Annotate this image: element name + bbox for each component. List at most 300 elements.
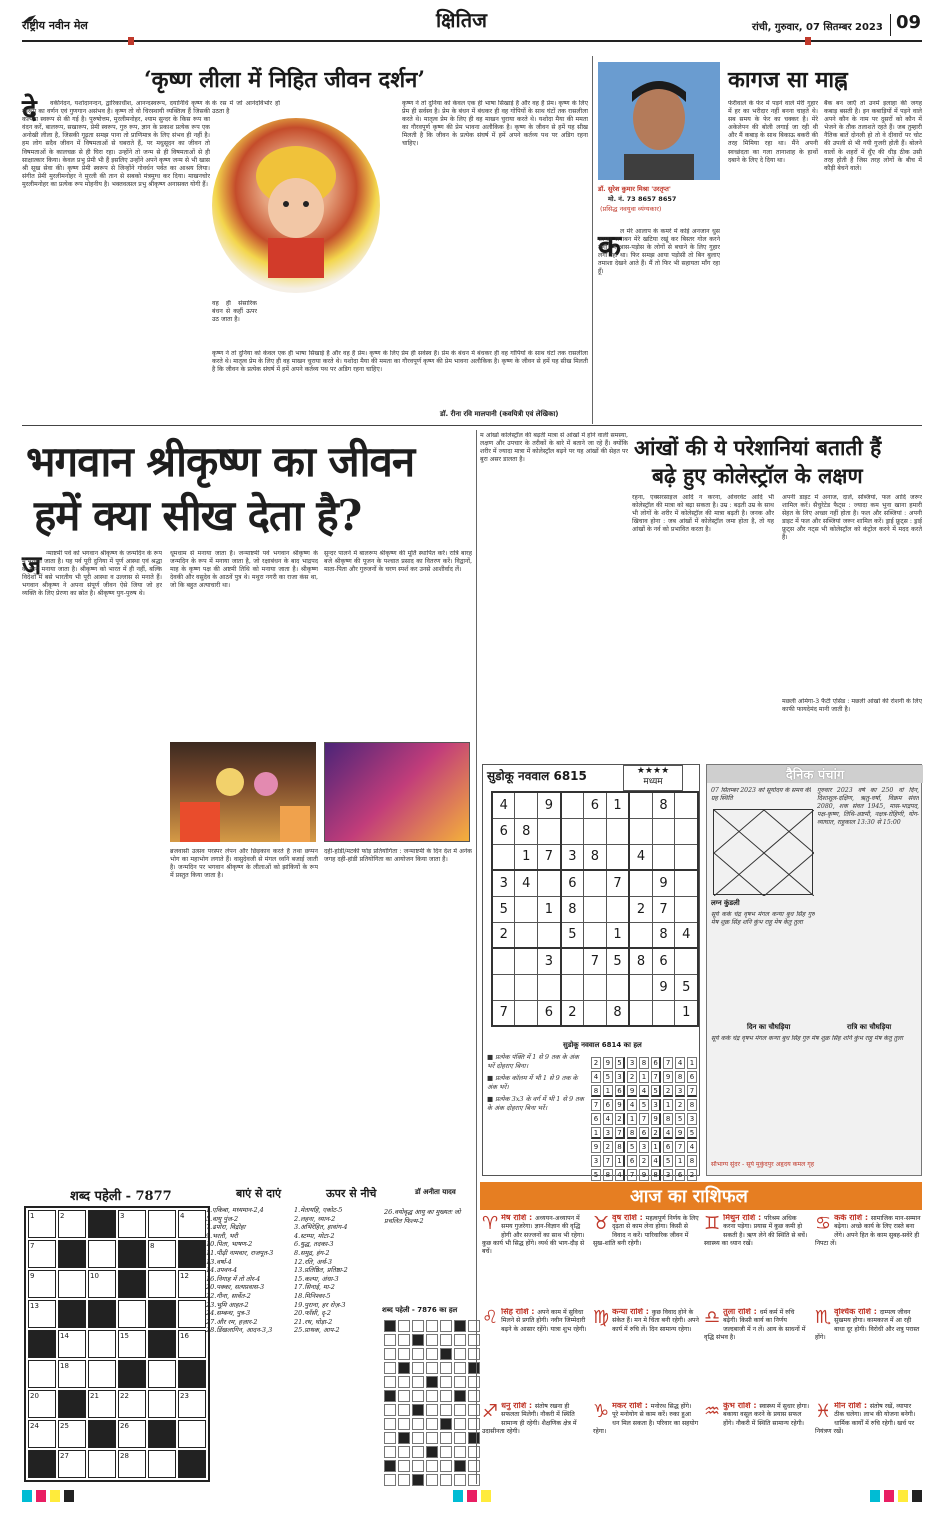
sudoku-cell: 9 bbox=[652, 974, 675, 1000]
crossword-answer-cell bbox=[398, 1474, 410, 1486]
sudoku-cell: 9 bbox=[652, 870, 675, 896]
column-divider bbox=[592, 56, 593, 424]
sudoku-cell[interactable] bbox=[515, 896, 538, 922]
answer-cell: 6 bbox=[615, 1085, 625, 1097]
rashi-text: महत्वपूर्ण निर्णय के लिए दृढ़ता से काम लेना होगा। किसी से विवाद न करें। पारिवारिक जीवन में सुख-शांति बनी रहेगी। bbox=[593, 1215, 699, 1247]
crossword-cell[interactable]: 28 bbox=[118, 1450, 146, 1478]
sudoku-cell: 7 bbox=[584, 948, 607, 974]
answer-cell: 4 bbox=[663, 1127, 673, 1139]
drop-cap: क bbox=[598, 229, 622, 264]
sudoku-cell[interactable] bbox=[515, 792, 538, 818]
rashi-card bbox=[704, 1214, 810, 1304]
crossword-answer-cell bbox=[398, 1446, 410, 1458]
answer-cell: 5 bbox=[663, 1155, 673, 1167]
sudoku-cell[interactable] bbox=[538, 974, 561, 1000]
answer-cell: 2 bbox=[687, 1169, 697, 1181]
sudoku-cell: 6 bbox=[492, 818, 515, 844]
sudoku-cell[interactable] bbox=[561, 792, 584, 818]
article-body-col1: ल मेरे आलाप के कमरे में कोई अनजान धुस आया। जवाबन मेरे खटिया रखूं कर बिस्तर गोल करने लगा। मैं आस-पड़ोस के लोगों से बचाने के लिए गुहार लगा रहा था। फिर समझ आया पड़ोसी तो बिन बुलाए तमाशा देखने आते हैं। मैं तो फिर भी सहायता माँग रहा हूँ। bbox=[598, 228, 720, 276]
answer-cell: 2 bbox=[603, 1141, 613, 1153]
crossword-cell[interactable]: 13 bbox=[28, 1300, 56, 1328]
crossword-cell[interactable] bbox=[28, 1360, 56, 1388]
rashi-card bbox=[815, 1214, 921, 1304]
sudoku-cell: 5 bbox=[561, 922, 584, 948]
crossword-grid[interactable] bbox=[24, 1206, 210, 1482]
answer-cell: 7 bbox=[591, 1099, 601, 1111]
article-intro: म आंखों कोलेस्ट्रॉल की बढ़ती मात्रा से आंखों में होने वाली समस्या, लक्षण और उपचार के तरीकों के बारे में बताने जा रहे हैं। क्योंकि शरीर में ज्यादा मात्रा में कोलेस्ट्रॉल बढ़ने पर यह आंखों की सेहत पर बुरा असर डालता है। bbox=[480, 432, 628, 464]
answer-cell: 8 bbox=[627, 1127, 637, 1139]
sudoku-cell[interactable] bbox=[652, 1000, 675, 1026]
sudoku-cell[interactable] bbox=[584, 922, 607, 948]
crossword-answer-cell bbox=[454, 1320, 466, 1332]
rashi-card bbox=[593, 1402, 699, 1492]
answer-cell: 7 bbox=[615, 1127, 625, 1139]
clue: 22.गीना, सार्वेत-2 bbox=[206, 1291, 251, 1300]
sudoku-cell: 8 bbox=[561, 896, 584, 922]
crossword-cell[interactable] bbox=[148, 1450, 176, 1478]
crossword-answer-cell bbox=[398, 1404, 410, 1416]
crossword-answer-cell bbox=[454, 1376, 466, 1388]
crossword-cell[interactable]: 1 bbox=[28, 1210, 56, 1238]
clue: 9.भरती, भरी bbox=[206, 1231, 238, 1240]
zodiac-icon: ♒ bbox=[704, 1402, 721, 1422]
crossword-cell[interactable]: 15 bbox=[118, 1330, 146, 1358]
crossword-answer-cell bbox=[454, 1362, 466, 1374]
sudoku-cell[interactable] bbox=[515, 922, 538, 948]
sudoku-cell[interactable] bbox=[606, 896, 629, 922]
janmashtami-photo bbox=[170, 742, 316, 842]
sudoku-row bbox=[492, 792, 698, 818]
crossword-answer-cell bbox=[454, 1348, 466, 1360]
answer-row bbox=[591, 1113, 697, 1125]
answer-cell: 8 bbox=[687, 1099, 697, 1111]
sudoku-cell[interactable] bbox=[675, 870, 698, 896]
sudoku-cell: 2 bbox=[561, 1000, 584, 1026]
crossword-cell[interactable]: 2 bbox=[58, 1210, 86, 1238]
crossword-answer-cell bbox=[426, 1460, 438, 1472]
sudoku-cell[interactable] bbox=[538, 922, 561, 948]
sudoku-cell[interactable] bbox=[629, 870, 652, 896]
answer-cell: 5 bbox=[603, 1071, 613, 1083]
crossword-cell[interactable]: 21 bbox=[88, 1390, 116, 1418]
crossword-block bbox=[178, 1450, 206, 1478]
clue: 20.फाँसी, दृ-2 bbox=[294, 1309, 332, 1318]
registration-bar bbox=[22, 1490, 922, 1502]
sudoku-row bbox=[492, 896, 698, 922]
sudoku-cell[interactable] bbox=[584, 974, 607, 1000]
rashi-text: धर्म कर्म में रुचि बढ़ेगी। किसी कार्य का निर्णय जल्दबाजी में न लें। आय के साधनों में वृद्धि संभव है। bbox=[704, 1309, 806, 1341]
rashi-name: मेष राशि : bbox=[501, 1214, 535, 1222]
crossword-answer-row bbox=[384, 1334, 480, 1346]
crossword-answer-cell bbox=[454, 1418, 466, 1430]
crossword-answer-cell bbox=[440, 1348, 452, 1360]
crossword-cell[interactable] bbox=[88, 1450, 116, 1478]
crossword-cell[interactable] bbox=[58, 1270, 86, 1298]
answer-cell: 6 bbox=[687, 1071, 697, 1083]
rashi-card bbox=[482, 1308, 588, 1398]
sudoku-cell: 6 bbox=[538, 1000, 561, 1026]
crossword-answer-cell bbox=[426, 1390, 438, 1402]
answer-cell: 9 bbox=[591, 1141, 601, 1153]
sudoku-cell[interactable] bbox=[629, 818, 652, 844]
article-body-col4: कृष्ण ने तो दुनिया को केवल एक ही भाषा सिखाई है और वह है प्रेम। कृष्ण के लिए प्रेम ही सर्वस्व है। प्रेम के बंधन में बंधकर ही वह गोपियों के साथ घंटों तक रासलीला करते थे। मातृत्व प्रेम के लिए ही वह माखन चुराया करते थे। यशोदा मैया की ममता का गौरवपूर्ण कृष्ण की प्रेम भावना अलौकिक है। कृष्ण के जीवन से हमें यह सीख मिलती है कि जीवन के प्रत्येक संघर्ष में हमें अपने कर्तव्य पथ पर अडिग रहना चाहिए। bbox=[402, 100, 588, 148]
answer-cell: 3 bbox=[627, 1057, 637, 1069]
clue: 27.और रम, हज़ार-2 bbox=[206, 1317, 258, 1326]
crossword-answer-row bbox=[384, 1320, 480, 1332]
crossword-answer-cell bbox=[398, 1376, 410, 1388]
crossword-answer-cell bbox=[384, 1348, 396, 1360]
rashi-card bbox=[704, 1308, 810, 1398]
crossword-answer-cell bbox=[426, 1320, 438, 1332]
rashi-text: मनोरथ सिद्ध होंगे। पूरे मनोयोग से काम करें। रुका हुआ धन मिल सकता है। परिवार का सहयोग रहेगा। bbox=[593, 1403, 699, 1435]
answer-cell: 3 bbox=[663, 1169, 673, 1181]
baby-krishna-photo bbox=[212, 118, 380, 293]
crossword-answer-cell bbox=[384, 1334, 396, 1346]
crossword-answer-cell bbox=[426, 1376, 438, 1388]
zodiac-icon: ♓ bbox=[815, 1402, 832, 1422]
crossword-answer-cell bbox=[468, 1376, 480, 1388]
answer-cell: 3 bbox=[687, 1113, 697, 1125]
sudoku-rule: ■ प्रत्येक कॉलम में भी 1 से 9 तक के अंक भरें। bbox=[487, 1074, 578, 1091]
crossword-answer-cell bbox=[412, 1460, 424, 1472]
crossword-block bbox=[148, 1420, 176, 1448]
sudoku-cell: 1 bbox=[675, 1000, 698, 1026]
answer-cell: 5 bbox=[615, 1057, 625, 1069]
crossword-answer-cell bbox=[412, 1404, 424, 1416]
crossword-cell[interactable] bbox=[148, 1390, 176, 1418]
crossword-answer-cell bbox=[426, 1404, 438, 1416]
crossword-cell[interactable]: 23 bbox=[178, 1390, 206, 1418]
crossword-answer-cell bbox=[440, 1460, 452, 1472]
zodiac-icon: ♏ bbox=[815, 1308, 832, 1328]
answer-cell: 5 bbox=[675, 1113, 685, 1125]
crossword-answer-row bbox=[384, 1432, 480, 1444]
sudoku-cell[interactable] bbox=[584, 1000, 607, 1026]
sudoku-cell[interactable] bbox=[538, 818, 561, 844]
crossword-block bbox=[178, 1360, 206, 1388]
crossword-answer-cell bbox=[454, 1390, 466, 1402]
crossword-answer-cell bbox=[412, 1446, 424, 1458]
crossword-cell[interactable]: 12 bbox=[178, 1270, 206, 1298]
crossword-answer-cell bbox=[384, 1432, 396, 1444]
answer-cell: 1 bbox=[591, 1127, 601, 1139]
crossword-answer-cell bbox=[426, 1362, 438, 1374]
paper-name[interactable]: राष्ट्रीय नवीन मेल bbox=[22, 19, 88, 32]
sudoku-cell: 6 bbox=[584, 792, 607, 818]
sudoku-cell[interactable] bbox=[675, 948, 698, 974]
answer-cell: 8 bbox=[687, 1155, 697, 1167]
crossword-block bbox=[58, 1300, 86, 1328]
rashi-text: स्वास्थ्य में सुधार होगा। बकाया वसूल करने के प्रयास सफल होंगे। नौकरी में स्थिति सामान्य रहेगी। bbox=[723, 1403, 810, 1427]
crossword-answer-cell bbox=[468, 1390, 480, 1402]
article-body-col3: कृष्ण ने तो दुनिया को केवल एक ही भाषा सिखाई है और वह है प्रेम। कृष्ण के लिए प्रेम ही सर्वस्व है। प्रेम के बंधन में बंधकर ही वह गोपियों के साथ घंटों तक रासलीला करते थे। मातृत्व प्रेम के लिए ही वह माखन चुराया करते थे। यशोदा मैया की ममता का गौरवपूर्ण कृष्ण की प्रेम भावना अलौकिक है। कृष्ण के जीवन से हमें यह सीख मिलती है कि जीवन के प्रत्येक संघर्ष में हमें अपने कर्तव्य पथ पर अडिग रहना चाहिए। bbox=[212, 350, 588, 374]
crossword-answer-cell bbox=[384, 1390, 396, 1402]
sudoku-cell: 8 bbox=[515, 818, 538, 844]
sudoku-cell[interactable] bbox=[629, 922, 652, 948]
clue: 28.डिंखलागिन, आदन-3,3 bbox=[206, 1326, 273, 1335]
crossword-answer-cell bbox=[468, 1432, 480, 1444]
sudoku-cell: 1 bbox=[606, 922, 629, 948]
signature: डॉ अनीता यादव bbox=[415, 1188, 456, 1196]
answer-cell: 7 bbox=[675, 1141, 685, 1153]
crossword-cell[interactable] bbox=[178, 1420, 206, 1448]
crossword-cell[interactable]: 16 bbox=[178, 1330, 206, 1358]
crossword-answer-row bbox=[384, 1362, 480, 1374]
rashi-text: अध्ययन-अध्यापन में समय गुजरेगा। ज्ञान-विज्ञान की वृद्धि होगी और सज्जनों का साथ भी रहेगा। कुछ कार्य भी सिद्ध होंगे। व्यर्थ की भाग-दौड़ से बचें। bbox=[482, 1215, 585, 1256]
crossword-cell[interactable] bbox=[88, 1240, 116, 1268]
crossword-cell[interactable]: 26 bbox=[118, 1420, 146, 1448]
article-headline: भगवान श्रीकृष्ण का जीवन bbox=[26, 437, 415, 486]
author-name: डॉ. सुरेश कुमार मिश्रा 'उरतृप्त' bbox=[598, 185, 671, 193]
article-body-col1: रहना, एक्सरसाइज आदि न करना, ओवरवेट आदि भी कोलेस्ट्रॉल की मात्रा को बढ़ा सकता है। उम्र : बढ़ती उम्र के साथ भी लोगों के शरीर में कोलेस्ट्रॉल की मात्रा बढ़ती है। जनक और खिचाव होना : जब आंखों में कोलेस्ट्रॉल जमा होता है, तो यह आंखों के नर्व को प्रभावित करता है। bbox=[632, 494, 774, 534]
crossword-answer-cell bbox=[398, 1390, 410, 1402]
article-title: कागज सा माह्न bbox=[728, 67, 848, 93]
crossword-answer-cell bbox=[468, 1474, 480, 1486]
clue: 24.सम्बन्ध, पुत्र-3 bbox=[206, 1309, 251, 1318]
clue: 14.उपवन-4 bbox=[206, 1266, 238, 1275]
sudoku-cell: 6 bbox=[561, 870, 584, 896]
crossword-cell[interactable] bbox=[178, 1300, 206, 1328]
sudoku-cell[interactable] bbox=[652, 844, 675, 870]
answer-cell: 4 bbox=[615, 1169, 625, 1181]
crossword-answer-cell bbox=[440, 1418, 452, 1430]
panchang-title: दैनिक पंचांग bbox=[707, 765, 923, 783]
kundali-chart bbox=[713, 809, 813, 895]
sudoku-cell[interactable] bbox=[675, 896, 698, 922]
crossword-answer-cell bbox=[412, 1334, 424, 1346]
rashi-card bbox=[815, 1308, 921, 1398]
crossword-cell[interactable] bbox=[148, 1360, 176, 1388]
sudoku-cell: 1 bbox=[606, 792, 629, 818]
rashi-name: मिथुन राशि : bbox=[723, 1214, 764, 1222]
answer-cell: 1 bbox=[663, 1099, 673, 1111]
article-body-col2: धूमधाम से मनाया जाता है। जन्माष्टमी पर्व भगवान श्रीकृष्ण के जन्मदिन के रूप में मनाया जाता है, जो रक्षाबंधन के बाद भाद्रपद माह के कृष्ण पक्ष की अष्टमी तिथि को मनाया जाता है। श्रीकृष्ण देवकी और वसुदेव के आठवें पुत्र थे। मथुरा नगरी का राजा कंस था, जो कि बहुत अत्याचारी था। bbox=[170, 550, 318, 590]
answer-cell: 4 bbox=[627, 1099, 637, 1111]
sudoku-cell: 2 bbox=[629, 896, 652, 922]
crossword-answer-cell bbox=[426, 1334, 438, 1346]
panchang-date: 07 सितम्बर 2023 को सूर्योदय के समय की ग्रह स्थिति bbox=[711, 787, 811, 803]
sudoku-cell[interactable] bbox=[652, 818, 675, 844]
crossword-cell[interactable]: 24 bbox=[28, 1420, 56, 1448]
clue: 13.वर्षा-4 bbox=[206, 1257, 232, 1266]
sudoku-cell[interactable] bbox=[561, 818, 584, 844]
zodiac-icon: ♐ bbox=[482, 1402, 499, 1422]
crossword-answer-cell bbox=[398, 1362, 410, 1374]
sudoku-cell: 8 bbox=[629, 948, 652, 974]
crossword-answer-cell bbox=[398, 1320, 410, 1332]
page-number: 09 bbox=[896, 12, 922, 33]
crossword-answer-cell bbox=[426, 1348, 438, 1360]
sudoku-cell[interactable] bbox=[515, 974, 538, 1000]
answer-cell: 9 bbox=[639, 1169, 649, 1181]
sudoku-cell[interactable] bbox=[561, 948, 584, 974]
sudoku-cell: 5 bbox=[675, 974, 698, 1000]
crossword-cell[interactable] bbox=[118, 1300, 146, 1328]
crossword-cell[interactable]: 27 bbox=[58, 1450, 86, 1478]
sudoku-cell[interactable] bbox=[492, 974, 515, 1000]
crossword-answer-cell bbox=[468, 1460, 480, 1472]
crossword-cell[interactable]: 18 bbox=[58, 1360, 86, 1388]
answer-row bbox=[591, 1099, 697, 1111]
answer-cell: 5 bbox=[591, 1169, 601, 1181]
crossword-row bbox=[28, 1270, 206, 1298]
sudoku-cell: 3 bbox=[538, 948, 561, 974]
sudoku-cell[interactable] bbox=[492, 948, 515, 974]
crossword-answer-row bbox=[384, 1390, 480, 1402]
answer-cell: 1 bbox=[639, 1071, 649, 1083]
answer-cell: 3 bbox=[615, 1071, 625, 1083]
zodiac-icon: ♊ bbox=[704, 1214, 721, 1234]
crossword-block bbox=[88, 1420, 116, 1448]
answer-cell: 2 bbox=[639, 1155, 649, 1167]
answer-cell: 7 bbox=[663, 1057, 673, 1069]
chart-label: लग्न कुंडली bbox=[711, 899, 740, 907]
crossword-answer-cell bbox=[384, 1320, 396, 1332]
sudoku-cell: 5 bbox=[606, 948, 629, 974]
sudoku-row bbox=[492, 818, 698, 844]
crossword-answer-cell bbox=[426, 1446, 438, 1458]
choghadiya-label: दिन का चौघड़िया bbox=[747, 1023, 791, 1031]
author-photo bbox=[598, 62, 720, 180]
clue: 1.मेतायहि, एकोट-5 bbox=[294, 1206, 343, 1214]
crossword-block bbox=[88, 1210, 116, 1238]
crossword-answer-cell bbox=[384, 1362, 396, 1374]
sudoku-cell[interactable] bbox=[584, 870, 607, 896]
crossword-cell[interactable] bbox=[148, 1210, 176, 1238]
crossword-answer-cell bbox=[412, 1320, 424, 1332]
sudoku-cell[interactable] bbox=[584, 818, 607, 844]
crossword-block bbox=[148, 1300, 176, 1328]
clue: 5.वायु पुंज-2 bbox=[206, 1214, 239, 1223]
sudoku-cell[interactable] bbox=[629, 792, 652, 818]
crossword-block bbox=[28, 1450, 56, 1478]
crossword-answer-cell bbox=[468, 1404, 480, 1416]
zodiac-icon: ♋ bbox=[815, 1214, 832, 1234]
crossword-answer-cell bbox=[454, 1474, 466, 1486]
sudoku-row bbox=[492, 948, 698, 974]
sudoku-grid[interactable] bbox=[491, 791, 699, 1027]
article-body-col3: मछली ओमेगा-3 फैटी एसिड : मछली आंखों की रोशनी के लिए काफी फायदेमंद मानी जाती है। bbox=[782, 698, 922, 714]
sudoku-cell[interactable] bbox=[584, 896, 607, 922]
zodiac-icon: ♈ bbox=[482, 1214, 499, 1234]
crossword-answer-row bbox=[384, 1460, 480, 1472]
across-title: बाएं से दाएं bbox=[236, 1187, 282, 1200]
rashi-card bbox=[482, 1402, 588, 1492]
answer-row bbox=[591, 1057, 697, 1069]
sudoku-cell: 7 bbox=[652, 896, 675, 922]
crossword-cell[interactable]: 25 bbox=[58, 1420, 86, 1448]
planet-table: सूर्य कर्क चंद्र वृषभ मंगल कन्या बुध सिंह गुरु मेष शुक्र सिंह शनि कुंभ राहु मेष केतु तुला bbox=[711, 911, 815, 927]
sudoku-cell: 8 bbox=[652, 922, 675, 948]
sudoku-rule: ■ प्रत्येक 3x3 के वर्ग में भी 1 से 9 तक के अंक दोहराए बिना भरें। bbox=[487, 1095, 584, 1112]
answer-cell: 1 bbox=[615, 1155, 625, 1167]
sudoku-cell[interactable] bbox=[606, 974, 629, 1000]
byline: डॉ. रीना रवि मालपानी (कवयित्री एवं लेखिका) bbox=[440, 410, 559, 418]
sudoku-cell: 8 bbox=[606, 1000, 629, 1026]
sudoku-cell: 5 bbox=[492, 896, 515, 922]
crossword-cell[interactable] bbox=[148, 1270, 176, 1298]
crossword-answer-cell bbox=[440, 1474, 452, 1486]
crossword-cell[interactable]: 20 bbox=[28, 1390, 56, 1418]
rashi-text: संतोष रखना ही सफलता मिलेगी। नौकरी में स्थिति सामान्य ही रहेगी। शैक्षणिक क्षेत्र में उदासीनता रहेगी। bbox=[482, 1403, 577, 1435]
answer-cell: 4 bbox=[591, 1071, 601, 1083]
sudoku-rules bbox=[487, 1053, 587, 1173]
answer-cell: 7 bbox=[687, 1085, 697, 1097]
crossword-answer-cell bbox=[398, 1418, 410, 1430]
crossword-answer-cell bbox=[454, 1460, 466, 1472]
rashi-name: सिंह राशि : bbox=[501, 1308, 538, 1316]
answer-grid bbox=[589, 1055, 699, 1183]
crossword-cell[interactable]: 8 bbox=[148, 1240, 176, 1268]
crossword-cell[interactable]: 4 bbox=[178, 1210, 206, 1238]
crossword-row bbox=[28, 1330, 206, 1358]
sudoku-cell[interactable] bbox=[675, 792, 698, 818]
rashi-card bbox=[482, 1214, 588, 1304]
sudoku-cell: 4 bbox=[515, 870, 538, 896]
answer-cell: 2 bbox=[627, 1071, 637, 1083]
crossword-block bbox=[118, 1240, 146, 1268]
rashi-text: परिश्रम अधिक करना पड़ेगा। प्रयास में कुछ कमी हो सकती है। ऋण लेने की स्थिति से बचें। स्वास्थ्य का ध्यान रखें। bbox=[704, 1215, 808, 1247]
sudoku-cell[interactable] bbox=[561, 974, 584, 1000]
sudoku-cell[interactable] bbox=[606, 818, 629, 844]
crossword-cell[interactable] bbox=[88, 1360, 116, 1388]
crossword-answer-cell bbox=[454, 1404, 466, 1416]
crossword-cell[interactable] bbox=[88, 1330, 116, 1358]
crossword-cell[interactable]: 3 bbox=[118, 1210, 146, 1238]
answer-cell: 6 bbox=[627, 1155, 637, 1167]
crossword-answer-cell bbox=[468, 1334, 480, 1346]
zodiac-icon: ♑ bbox=[593, 1402, 610, 1422]
article-body-col1: वकीनंदन, यशोदानन्दन, द्वारिकाधीश, आनन्दस्वरूप, दयानिधि कृष्ण के स्वरूप का वर्णन एवं गुणगान असंभव है। कृष्ण तो वो चिरस्थायी व्यक्तित्व हैं जिसकी कल्पना स्वरूप से की गई है। पुरुषोत्तम, मुरलीमनोहर, श्याम सुन्दर के किस रूप का वंदन करें, बालरूप, सखारूप, प्रेमी स्वरूप, गुरु रूप, ज्ञान के प्रकाश प्रत्येक रूप एक अनोखी लीला है, जिसकी गूढ़ता समझ पाना तो प्राणिमात्र के लिए संभव ही नहीं है। हम लोग सदैव जीवन में विषमताओं से घबराते हैं, पर मधुसूदन का जीवन तो विषमताओं के कालचक्र से ही घिरा रहा। उन्होंने तो जन्म से ही विषमताओं से ही साक्षात्कार किया। केवल प्रभु प्रेमी भी हैं इसलिए उन्होंने अपने कृष्ण जन्म से भी खास श्री सूख सेवा की। कृष्ण प्रेमी स्वरूप से जिन्होंने गोवर्धन पर्वत का आश्रय लिया। संगीत प्रेमी मुरलीमनोहर ने मुरली की तान से सबको मंत्रमुग्ध कर दिया। माखनचोर मुरलीमनोहर का प्रत्येक रूप मोहनीय है। भक्तवत्सल प्रभु श्रीकृष्ण अनासक्त योगी हैं। bbox=[22, 100, 210, 188]
crossword-answer-cell bbox=[468, 1362, 480, 1374]
crossword-cell[interactable]: 10 bbox=[88, 1270, 116, 1298]
clue: 7.ढपोरा, विद्रोहा bbox=[206, 1223, 246, 1232]
crossword-cell[interactable]: 22 bbox=[118, 1390, 146, 1418]
sudoku-cell[interactable] bbox=[675, 818, 698, 844]
crossword-cell[interactable]: 14 bbox=[58, 1330, 86, 1358]
rashi-name: कर्क राशि : bbox=[834, 1214, 871, 1222]
sudoku-cell[interactable] bbox=[492, 844, 515, 870]
sudoku-cell[interactable] bbox=[629, 1000, 652, 1026]
rashi-name: वृश्चिक राशि : bbox=[834, 1308, 880, 1316]
dahi-handi-para: दही-हांडी/मटकी फोड़ प्रतियोगिता : जन्माष्टमी के दिन देश में अनेक जगह दही-हांडी प्रतियोगिता का आयोजन किया जाता है। bbox=[324, 848, 472, 864]
crossword-cell[interactable]: 9 bbox=[28, 1270, 56, 1298]
article-headline: हमें क्या सीख देता है? bbox=[34, 491, 362, 540]
sudoku-cell[interactable] bbox=[606, 844, 629, 870]
article-body-col2: के रस में जो आनंदविभोर हो उठता है bbox=[212, 100, 280, 116]
sudoku-cell[interactable] bbox=[515, 948, 538, 974]
crossword-block bbox=[88, 1300, 116, 1328]
rashi-name: मकर राशि : bbox=[612, 1402, 651, 1410]
sudoku-cell[interactable] bbox=[629, 974, 652, 1000]
sudoku-cell[interactable] bbox=[515, 1000, 538, 1026]
sudoku-cell: 1 bbox=[515, 844, 538, 870]
clue-26: 26.वयोवृद्ध आयु का मुख्यतः जो प्रचलित फिल्म-2 bbox=[384, 1208, 461, 1225]
rashifal-title: आज का राशिफल bbox=[630, 1186, 748, 1207]
crossword-cell[interactable]: 7 bbox=[28, 1240, 56, 1268]
sudoku-row bbox=[492, 922, 698, 948]
answer-cell: 7 bbox=[639, 1113, 649, 1125]
crossword-row bbox=[28, 1450, 206, 1478]
sudoku-cell[interactable] bbox=[538, 870, 561, 896]
clue: 16.निगाह में तो तोर-4 bbox=[206, 1274, 261, 1283]
sudoku-cell[interactable] bbox=[675, 844, 698, 870]
crossword-block bbox=[118, 1360, 146, 1388]
answer-cell: 1 bbox=[603, 1085, 613, 1097]
rashi-text: दाम्पत्य जीवन सुखमय होगा। कामकाज में आ रही बाधा दूर होगी। विरोधी और शत्रु परास्त होंगे। bbox=[815, 1309, 920, 1341]
answer-cell: 7 bbox=[603, 1155, 613, 1167]
sudoku-cell: 3 bbox=[492, 870, 515, 896]
